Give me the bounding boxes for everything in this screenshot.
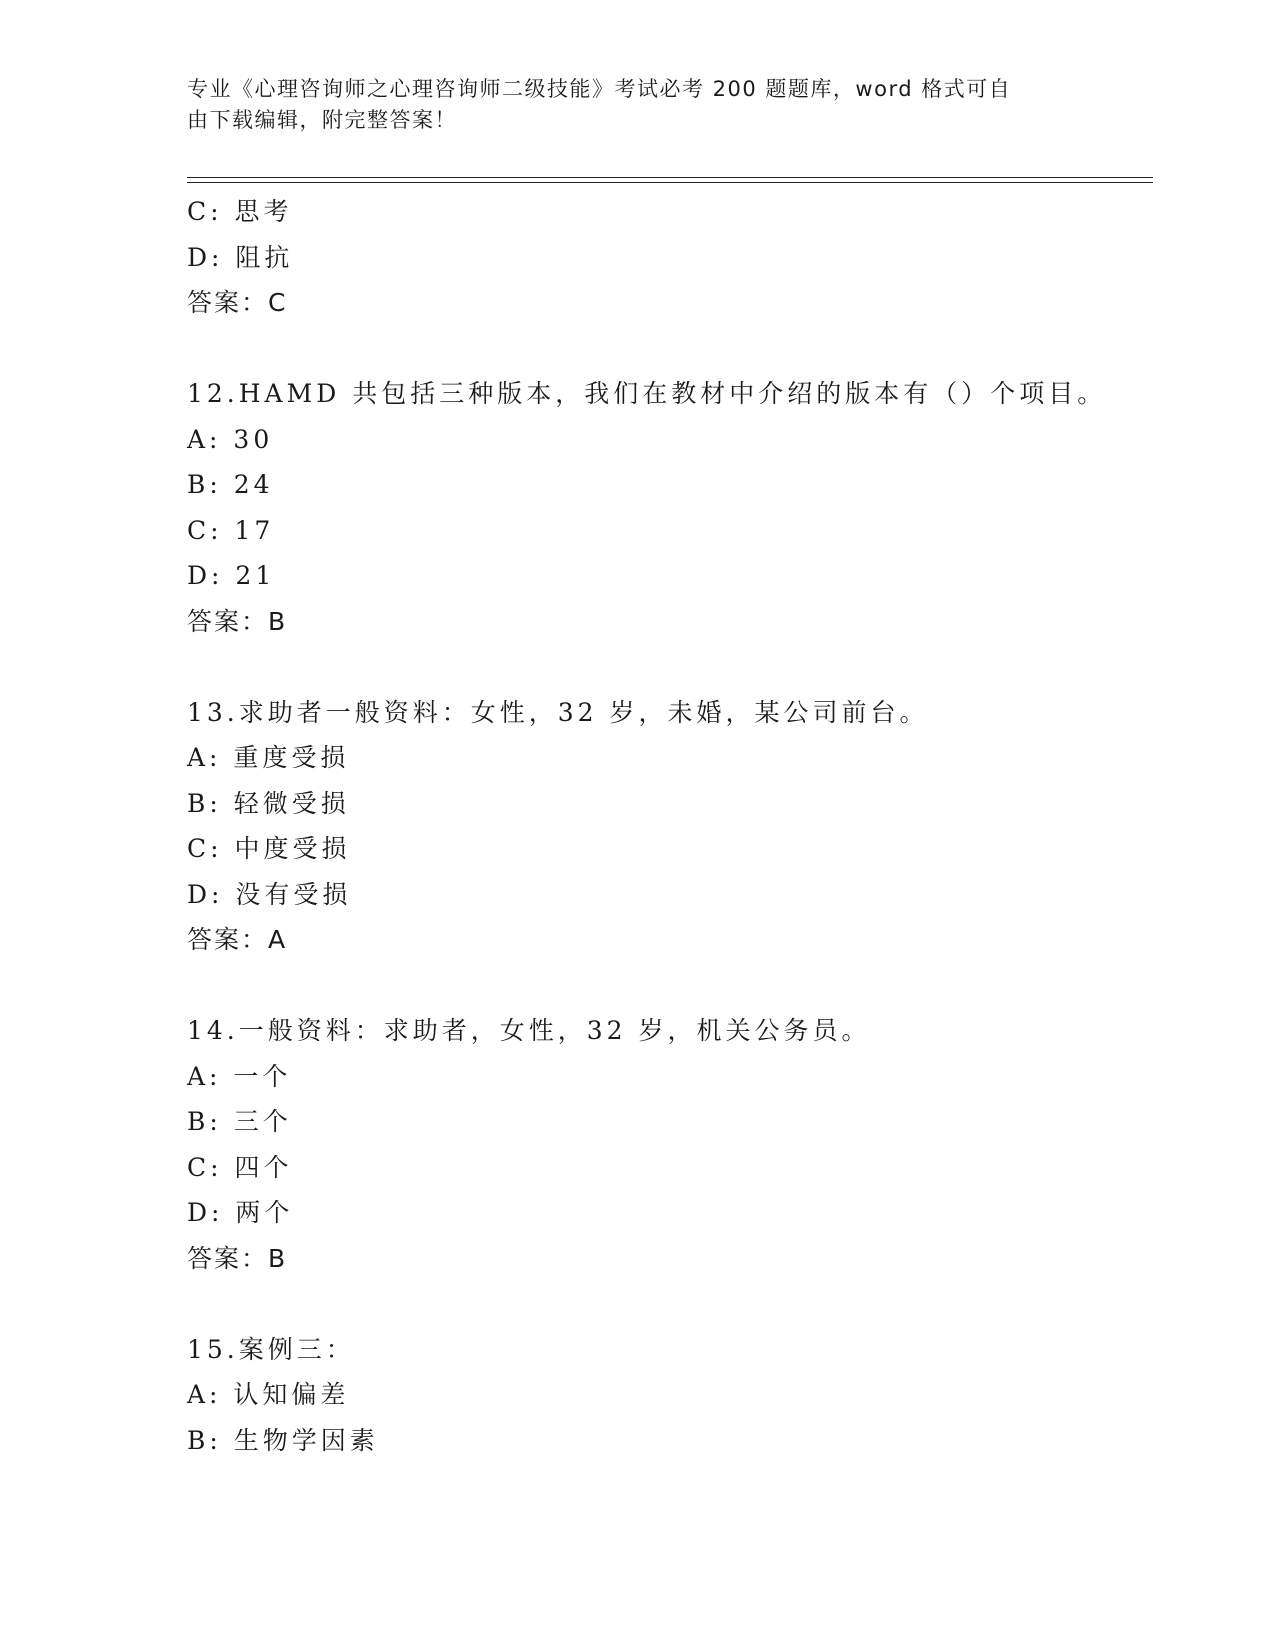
option-d: D: 21 bbox=[187, 561, 276, 590]
answer-line: 答案：B bbox=[187, 606, 288, 636]
question-11-block bbox=[187, 189, 1147, 326]
header-divider-bottom bbox=[187, 182, 1153, 183]
spacer bbox=[187, 963, 1147, 1009]
header-divider-top bbox=[187, 177, 1153, 178]
option-b: B: 生物学因素 bbox=[187, 1425, 379, 1455]
spacer bbox=[187, 1281, 1147, 1327]
option-c: C: 17 bbox=[187, 515, 275, 545]
question-12-block bbox=[187, 371, 1147, 644]
option-d: D: 没有受损 bbox=[187, 879, 352, 909]
option-c: C: 四个 bbox=[187, 1152, 293, 1182]
option-d: D: 阻抗 bbox=[187, 242, 294, 272]
question-text: 15.案例三： bbox=[187, 1334, 355, 1364]
question-text: 13.求助者一般资料：女性，32 岁，未婚，某公司前台。 bbox=[187, 697, 929, 727]
option-b: B: 三个 bbox=[187, 1107, 292, 1136]
answer-line: 答案：B bbox=[187, 1243, 288, 1273]
option-b: B: 24 bbox=[187, 470, 274, 499]
option-c: C: 思考 bbox=[187, 197, 293, 226]
option-a: A: 重度受损 bbox=[187, 743, 350, 772]
document-header bbox=[187, 74, 1067, 136]
option-a: A: 30 bbox=[187, 424, 274, 454]
spacer bbox=[187, 326, 1147, 372]
option-b: B: 轻微受损 bbox=[187, 788, 350, 818]
answer-line: 答案：C bbox=[187, 288, 288, 317]
header-line-1: 专业《心理咨询师之心理咨询师二级技能》考试必考 200 题题库，word 格式可自 bbox=[187, 77, 1012, 101]
question-list bbox=[187, 189, 1147, 1463]
spacer bbox=[187, 644, 1147, 690]
option-a: A: 一个 bbox=[187, 1061, 292, 1091]
question-text: 14.一般资料：求助者，女性，32 岁，机关公务员。 bbox=[187, 1016, 871, 1045]
question-text: 12.HAMD 共包括三种版本，我们在教材中介绍的版本有（）个项目。 bbox=[187, 379, 1107, 408]
question-14-block bbox=[187, 1008, 1147, 1281]
question-13-block bbox=[187, 690, 1147, 963]
question-15-block bbox=[187, 1327, 1147, 1464]
option-d: D: 两个 bbox=[187, 1198, 294, 1227]
option-a: A: 认知偏差 bbox=[187, 1380, 350, 1409]
option-c: C: 中度受损 bbox=[187, 834, 351, 863]
answer-line: 答案：A bbox=[187, 925, 288, 954]
header-line-2: 由下载编辑，附完整答案！ bbox=[187, 108, 457, 132]
